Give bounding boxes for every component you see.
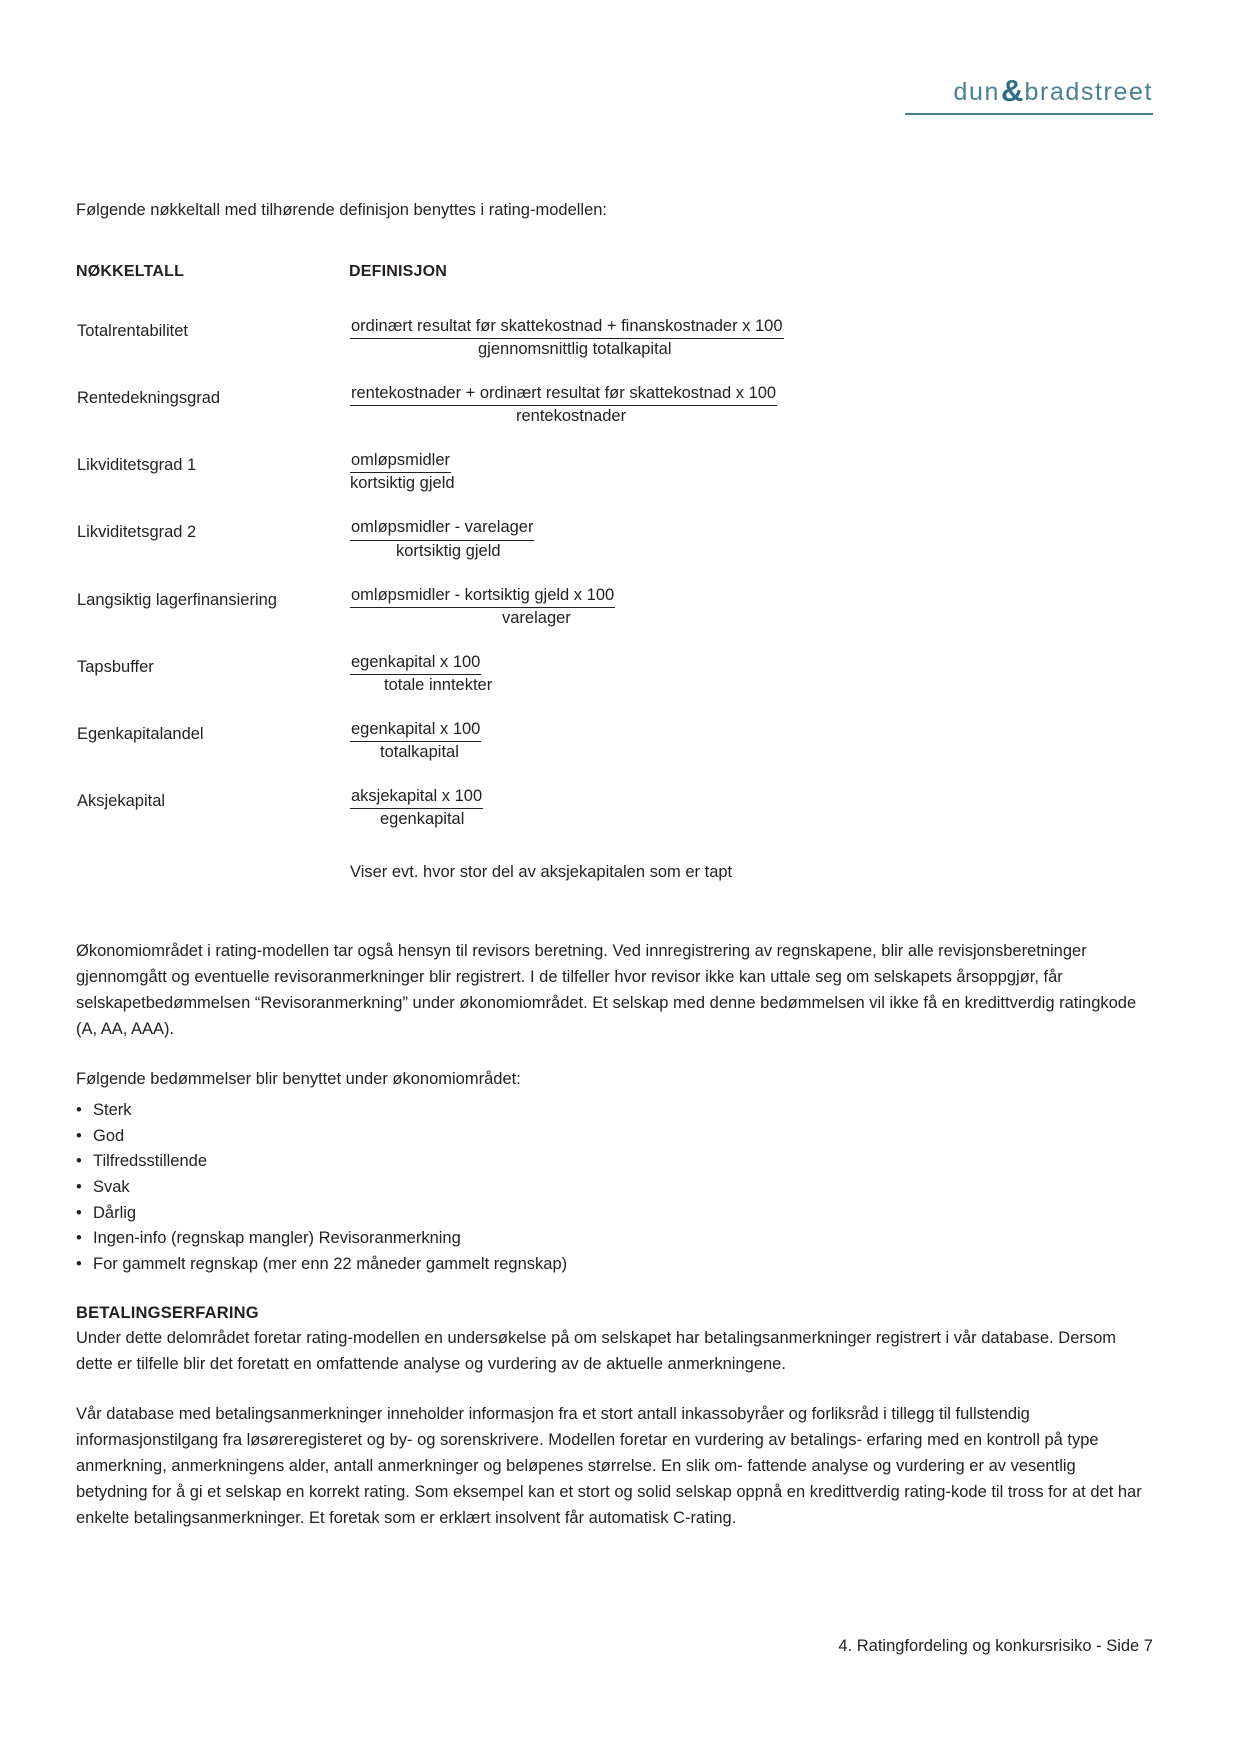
column-header-key-figure: NØKKELTALL — [76, 262, 185, 280]
list-item: • For gammelt regnskap (mer enn 22 måneder gammelt regnskap) — [76, 1252, 1146, 1278]
formula-denominator: totalkapital — [380, 743, 459, 762]
formula-denominator: kortsiktig gjeld — [350, 474, 455, 493]
key-figures-table — [76, 263, 1146, 904]
logo-ampersand: & — [1001, 73, 1024, 108]
formula-denominator: gjennomsnittlig totalkapital — [478, 339, 672, 358]
page-footer: 4. Ratingfordeling og konkursrisiko - Side 7 — [838, 1637, 1153, 1655]
logo-underline-divider — [905, 113, 1153, 115]
payment-paragraph-1: Under dette delområdet foretar rating-modellen en undersøkelse på om selskapet har betalingsanmerkninger registrert i vår database. Dersom dette er tilfelle blir det foretatt en omfattende analyse og vurdering av de aktuelle anmerkningene. — [76, 1328, 1117, 1374]
table-row — [76, 315, 1146, 382]
formula-numerator: aksjekapital x 100 — [350, 786, 483, 809]
formula-denominator: egenkapital — [380, 810, 465, 829]
formula-denominator: kortsiktig gjeld — [396, 541, 501, 560]
row-definition — [349, 382, 1146, 449]
formula-fraction — [350, 450, 1145, 494]
document-content — [76, 198, 1146, 1555]
column-header-definition: DEFINISJON — [349, 262, 448, 280]
formula-fraction — [350, 719, 1145, 763]
row-term: Totalrentabilitet — [77, 321, 188, 340]
payment-paragraph-2: Vår database med betalingsanmerkninger inneholder informasjon fra et stort antall inkassobyråer og forliksråd i tillegg til fullstendig informasjonstilgang fra løsøreregisteret og by- og sorenskrivere. Modellen foretar en vurdering av betalings- erfaring med en kontroll på type anmerkning, anmerkningens alder, antall anmerkninger og beløpenes størrelse. En slik om- fattende analyse og vurdering er av vesentlig betydning for å gi et selskap en korrekt rating. Som eksempel kan et stort og solid selskap oppnå en kredittverdig rating-kode til tross for at det har enkelte betalingsanmerkninger. Et foretak som er erklært insolvent får automatisk C-rating. — [76, 1405, 1142, 1528]
row-term: Langsiktig lagerfinansiering — [77, 590, 277, 609]
row-definition — [349, 315, 1146, 382]
dun-bradstreet-logo — [954, 72, 1153, 108]
list-item: • Ingen-info (regnskap mangler) Revisoranmerkning — [76, 1226, 1146, 1252]
row-term: Likviditetsgrad 1 — [77, 456, 197, 475]
table-row — [76, 516, 1146, 583]
formula-numerator: ordinært resultat før skattekostnad + finanskostnader x 100 — [350, 316, 784, 339]
table-row — [76, 584, 1146, 651]
formula-numerator: omløpsmidler — [350, 450, 451, 473]
list-item: • Dårlig — [76, 1201, 1146, 1227]
formula-numerator: egenkapital x 100 — [350, 652, 481, 675]
list-item: • God — [76, 1124, 1146, 1150]
row-definition — [349, 584, 1146, 651]
formula-fraction — [350, 786, 1145, 830]
list-item: • Tilfredsstillende — [76, 1149, 1146, 1175]
row-term: Tapsbuffer — [77, 657, 154, 676]
table-row — [76, 449, 1146, 516]
formula-fraction — [350, 585, 1145, 629]
table-row — [76, 382, 1146, 449]
formula-denominator: rentekostnader — [516, 407, 627, 426]
assessment-intro: Følgende bedømmelser blir benyttet under økonomiområdet: — [76, 1069, 521, 1088]
table-row — [76, 651, 1146, 718]
logo-word-dun: dun — [953, 78, 1001, 106]
formula-fraction — [350, 652, 1145, 696]
row-definition — [349, 449, 1146, 516]
table-row — [76, 718, 1146, 785]
formula-numerator: egenkapital x 100 — [350, 719, 481, 742]
table-note: Viser evt. hvor stor del av aksjekapitalen som er tapt — [350, 862, 733, 881]
assessment-list — [76, 1098, 1146, 1278]
intro-paragraph: Følgende nøkkeltall med tilhørende definisjon benyttes i rating-modellen: — [76, 201, 608, 219]
row-term: Rentedekningsgrad — [77, 388, 221, 407]
formula-denominator: totale inntekter — [384, 675, 493, 694]
formula-fraction — [350, 316, 1145, 360]
formula-numerator: omløpsmidler - varelager — [350, 517, 534, 540]
formula-fraction — [350, 383, 1145, 427]
note-spacer — [76, 853, 349, 904]
section-spacer — [76, 904, 1146, 938]
formula-fraction — [350, 517, 1145, 561]
formula-denominator: varelager — [502, 608, 571, 627]
list-item: • Svak — [76, 1175, 1146, 1201]
table-note-row — [76, 853, 1146, 904]
row-definition — [349, 718, 1146, 785]
formula-numerator: omløpsmidler - kortsiktig gjeld x 100 — [350, 585, 615, 608]
table-row — [76, 785, 1146, 852]
table-header-row — [76, 263, 1146, 315]
row-definition — [349, 651, 1146, 718]
section-heading-betalingserfaring: BETALINGSERFARING — [76, 1303, 259, 1322]
row-term: Likviditetsgrad 2 — [77, 523, 197, 542]
row-definition — [349, 516, 1146, 583]
row-term: Egenkapitalandel — [77, 725, 204, 744]
formula-numerator: rentekostnader + ordinært resultat før skattekostnad x 100 — [350, 383, 777, 406]
logo-word-bradstreet: bradstreet — [1024, 78, 1153, 106]
row-definition — [349, 785, 1146, 852]
row-term: Aksjekapital — [77, 792, 166, 811]
economy-paragraph: Økonomiområdet i rating-modellen tar også hensyn til revisors beretning. Ved innregistrering av regnskapene, blir alle revisjonsberetninger gjennomgått og eventuelle revisoranmerkninger blir registrert. I de tilfeller hvor revisor ikke kan uttale seg om selskapets årsoppgjør, får selskapetbedømmelsen “Revisoranmerkning” under økonomiområdet. Et selskap med denne bedømmelsen vil ikke få en kredittverdig ratingkode (A, AA, AAA). — [76, 941, 1137, 1038]
list-item: • Sterk — [76, 1098, 1146, 1124]
